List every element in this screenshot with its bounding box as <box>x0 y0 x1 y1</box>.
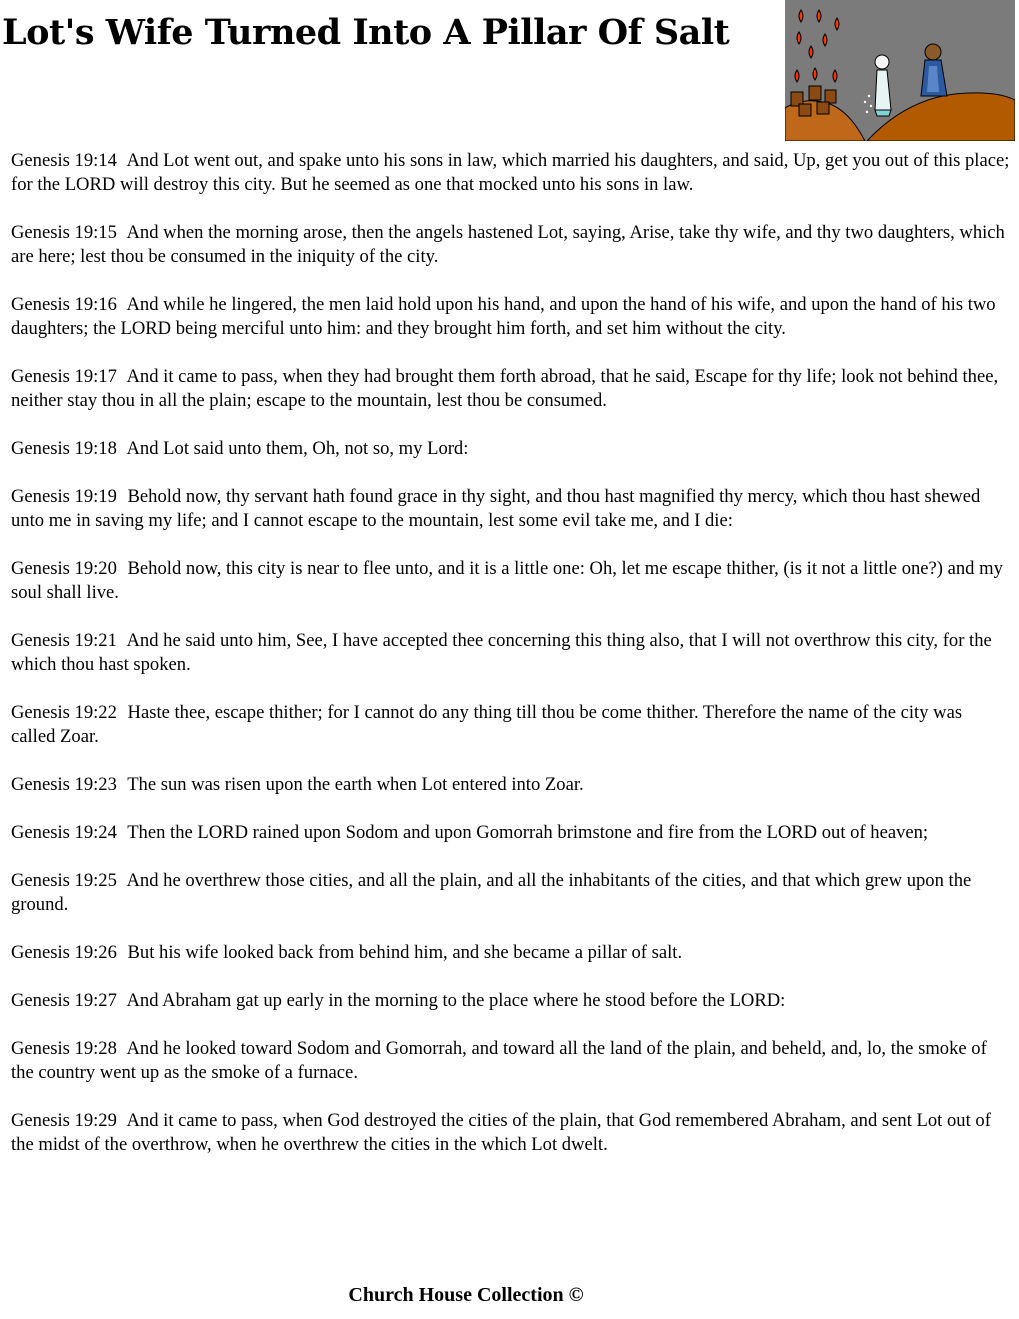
verse-reference: Genesis 19:21 <box>11 630 117 651</box>
verse-reference: Genesis 19:14 <box>11 150 117 171</box>
verse-text: And Abraham gat up early in the morning to the place where he stood before the LORD: <box>126 990 786 1011</box>
verse-reference: Genesis 19:23 <box>11 774 117 795</box>
verse-reference: Genesis 19:24 <box>11 822 117 843</box>
verse <box>11 941 1011 965</box>
verse <box>11 365 1011 413</box>
verse <box>11 485 1011 533</box>
verse-text: Behold now, this city is near to flee unto, and it is a little one: Oh, let me escape thither, (is it not a little one?) and my soul shall live. <box>11 558 1003 603</box>
verse-text: And he looked toward Sodom and Gomorrah, and toward all the land of the plain, and beheld, and, lo, the smoke of the country went up as the smoke of a furnace. <box>11 1038 987 1083</box>
verse-reference: Genesis 19:19 <box>11 486 117 507</box>
verse-reference: Genesis 19:25 <box>11 870 117 891</box>
verse-text: And Lot went out, and spake unto his sons in law, which married his daughters, and said, Up, get you out of this place; for the LORD will destroy this city. But he seemed as one that mocked unto his sons in law. <box>11 150 1010 195</box>
footer-credit: Church House Collection © <box>348 1284 584 1306</box>
verse <box>11 869 1011 917</box>
verse-reference: Genesis 19:18 <box>11 438 117 459</box>
verse-text: Behold now, thy servant hath found grace in thy sight, and thou hast magnified thy mercy, which thou hast shewed unto me in saving my life; and I cannot escape to the mountain, lest some evil take me, and I die: <box>11 486 981 531</box>
verse-text: The sun was risen upon the earth when Lot entered into Zoar. <box>127 774 584 795</box>
verse-reference: Genesis 19:17 <box>11 366 117 387</box>
verse-text: And he overthrew those cities, and all the plain, and all the inhabitants of the cities, and that which grew upon the ground. <box>11 870 972 915</box>
verse-reference: Genesis 19:15 <box>11 222 117 243</box>
verse-text: And it came to pass, when they had brought them forth abroad, that he said, Escape for thy life; look not behind thee, neither stay thou in all the plain; escape to the mountain, lest thou be consumed. <box>11 366 999 411</box>
verse-reference: Genesis 19:26 <box>11 942 117 963</box>
verse-text: And Lot said unto them, Oh, not so, my Lord: <box>126 438 469 459</box>
verse-reference: Genesis 19:28 <box>11 1038 117 1059</box>
verse-text: But his wife looked back from behind him, and she became a pillar of salt. <box>127 942 683 963</box>
page-title: Lot's Wife Turned Into A Pillar Of Salt <box>2 12 730 53</box>
verse-text: Then the LORD rained upon Sodom and upon Gomorrah brimstone and fire from the LORD out of heaven; <box>127 822 929 843</box>
verse-text: Haste thee, escape thither; for I cannot do any thing till thou be come thither. Therefore the name of the city was called Zoar. <box>11 702 963 747</box>
verse-text: And it came to pass, when God destroyed the cities of the plain, that God remembered Abraham, and sent Lot out of the midst of the overthrow, when he overthrew the cities in the which Lot dwelt. <box>11 1110 991 1155</box>
verse <box>11 557 1011 605</box>
verse-reference: Genesis 19:22 <box>11 702 117 723</box>
verse-reference: Genesis 19:27 <box>11 990 117 1011</box>
verse-text: And while he lingered, the men laid hold upon his hand, and upon the hand of his wife, and upon the hand of his two daughters; the LORD being merciful unto him: and they brought him forth, and set him without the city. <box>11 294 996 339</box>
verse-list <box>11 149 1011 1181</box>
verse <box>11 989 1011 1013</box>
verse <box>11 773 1011 797</box>
verse-text: And when the morning arose, then the angels hastened Lot, saying, Arise, take thy wife, and thy two daughters, which are here; lest thou be consumed in the iniquity of the city. <box>11 222 1005 267</box>
verse <box>11 437 1011 461</box>
verse <box>11 149 1011 197</box>
verse <box>11 1037 1011 1085</box>
verse <box>11 629 1011 677</box>
lots-wife-illustration <box>785 0 1015 141</box>
verse <box>11 221 1011 269</box>
verse-reference: Genesis 19:20 <box>11 558 117 579</box>
verse <box>11 1109 1011 1157</box>
verse <box>11 701 1011 749</box>
verse <box>11 821 1011 845</box>
verse-reference: Genesis 19:29 <box>11 1110 117 1131</box>
verse-text: And he said unto him, See, I have accepted thee concerning this thing also, that I will not overthrow this city, for the which thou hast spoken. <box>11 630 992 675</box>
verse <box>11 293 1011 341</box>
verse-reference: Genesis 19:16 <box>11 294 117 315</box>
